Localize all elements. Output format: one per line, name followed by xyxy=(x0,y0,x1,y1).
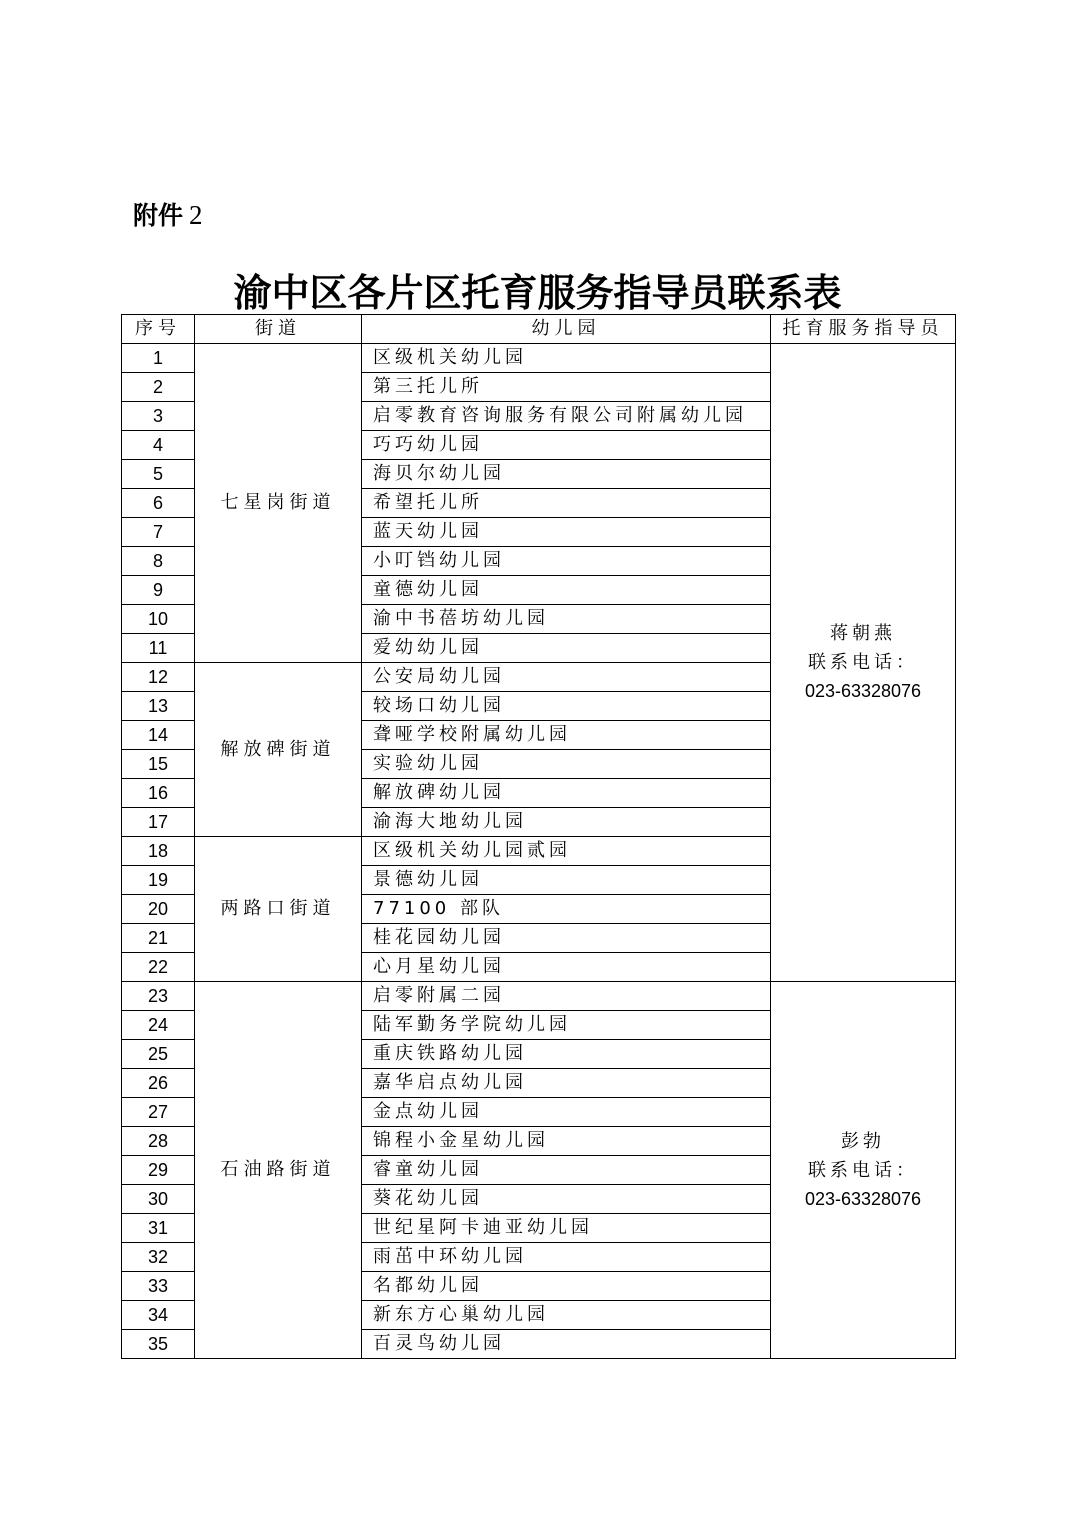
row-seq: 9 xyxy=(122,576,195,605)
row-seq: 22 xyxy=(122,953,195,982)
kindergarten-name: 希望托儿所 xyxy=(362,489,771,518)
kindergarten-name: 小叮铛幼儿园 xyxy=(362,547,771,576)
row-seq: 31 xyxy=(122,1214,195,1243)
row-seq: 16 xyxy=(122,779,195,808)
guide-cell xyxy=(771,982,956,1359)
attachment-text: 附件 xyxy=(133,201,184,230)
row-seq: 33 xyxy=(122,1272,195,1301)
row-seq: 14 xyxy=(122,721,195,750)
kindergarten-name: 百灵鸟幼儿园 xyxy=(362,1330,771,1359)
row-seq: 21 xyxy=(122,924,195,953)
row-seq: 15 xyxy=(122,750,195,779)
row-seq: 10 xyxy=(122,605,195,634)
row-seq: 19 xyxy=(122,866,195,895)
kindergarten-name: 渝海大地幼儿园 xyxy=(362,808,771,837)
street-cell: 石油路街道 xyxy=(195,982,362,1359)
guide-phone: 023-63328076 xyxy=(804,1188,922,1209)
row-seq: 32 xyxy=(122,1243,195,1272)
table-header-row xyxy=(122,315,956,344)
kindergarten-name: 实验幼儿园 xyxy=(362,750,771,779)
row-seq: 4 xyxy=(122,431,195,460)
row-seq: 13 xyxy=(122,692,195,721)
header-guide: 托育服务指导员 xyxy=(771,315,956,344)
row-seq: 26 xyxy=(122,1069,195,1098)
attachment-label xyxy=(133,196,203,232)
row-seq: 1 xyxy=(122,344,195,373)
kindergarten-name: 景德幼儿园 xyxy=(362,866,771,895)
table-body xyxy=(122,344,956,1359)
guide-name: 蒋朝燕 xyxy=(830,623,896,644)
kindergarten-name: 桂花园幼儿园 xyxy=(362,924,771,953)
kindergarten-name: 陆军勤务学院幼儿园 xyxy=(362,1011,771,1040)
kindergarten-name: 睿童幼儿园 xyxy=(362,1156,771,1185)
guide-phone-label: 联系电话： xyxy=(808,1159,918,1181)
contact-table xyxy=(121,314,956,1359)
kindergarten-name: 新东方心巢幼儿园 xyxy=(362,1301,771,1330)
row-seq: 12 xyxy=(122,663,195,692)
row-seq: 24 xyxy=(122,1011,195,1040)
street-cell: 七星岗街道 xyxy=(195,344,362,663)
kindergarten-name: 童德幼儿园 xyxy=(362,576,771,605)
kindergarten-name: 嘉华启点幼儿园 xyxy=(362,1069,771,1098)
guide-cell xyxy=(771,344,956,982)
row-seq: 2 xyxy=(122,373,195,402)
header-seq: 序号 xyxy=(122,315,195,344)
kindergarten-name: 区级机关幼儿园贰园 xyxy=(362,837,771,866)
row-seq: 29 xyxy=(122,1156,195,1185)
row-seq: 35 xyxy=(122,1330,195,1359)
kindergarten-name: 心月星幼儿园 xyxy=(362,953,771,982)
kindergarten-name: 世纪星阿卡迪亚幼儿园 xyxy=(362,1214,771,1243)
row-seq: 3 xyxy=(122,402,195,431)
row-seq: 34 xyxy=(122,1301,195,1330)
kindergarten-name: 爱幼幼儿园 xyxy=(362,634,771,663)
kindergarten-name: 雨茁中环幼儿园 xyxy=(362,1243,771,1272)
row-seq: 20 xyxy=(122,895,195,924)
row-seq: 8 xyxy=(122,547,195,576)
kindergarten-name: 解放碑幼儿园 xyxy=(362,779,771,808)
table-row xyxy=(122,982,956,1011)
kindergarten-name: 77100 部队 xyxy=(362,895,771,924)
row-seq: 11 xyxy=(122,634,195,663)
kindergarten-name: 渝中书蓓坊幼儿园 xyxy=(362,605,771,634)
kindergarten-name: 重庆铁路幼儿园 xyxy=(362,1040,771,1069)
page-title: 渝中区各片区托育服务指导员联系表 xyxy=(233,270,842,315)
kindergarten-name: 巧巧幼儿园 xyxy=(362,431,771,460)
kindergarten-name: 较场口幼儿园 xyxy=(362,692,771,721)
kindergarten-name: 名都幼儿园 xyxy=(362,1272,771,1301)
kindergarten-name: 启零教育咨询服务有限公司附属幼儿园 xyxy=(362,402,771,431)
row-seq: 23 xyxy=(122,982,195,1011)
row-seq: 18 xyxy=(122,837,195,866)
row-seq: 6 xyxy=(122,489,195,518)
guide-phone: 023-63328076 xyxy=(804,681,922,701)
header-street: 街道 xyxy=(195,315,362,344)
row-seq: 25 xyxy=(122,1040,195,1069)
street-cell: 解放碑街道 xyxy=(195,663,362,837)
kindergarten-name: 公安局幼儿园 xyxy=(362,663,771,692)
guide-phone-label: 联系电话： xyxy=(808,652,918,673)
kindergarten-name: 第三托儿所 xyxy=(362,373,771,402)
street-cell: 两路口街道 xyxy=(195,837,362,982)
row-seq: 17 xyxy=(122,808,195,837)
attachment-number: 2 xyxy=(189,200,203,230)
row-seq: 30 xyxy=(122,1185,195,1214)
kindergarten-name: 启零附属二园 xyxy=(362,982,771,1011)
row-seq: 27 xyxy=(122,1098,195,1127)
kindergarten-name: 蓝天幼儿园 xyxy=(362,518,771,547)
kindergarten-name: 锦程小金星幼儿园 xyxy=(362,1127,771,1156)
kindergarten-name: 海贝尔幼儿园 xyxy=(362,460,771,489)
kindergarten-name: 聋哑学校附属幼儿园 xyxy=(362,721,771,750)
row-seq: 28 xyxy=(122,1127,195,1156)
kindergarten-name: 区级机关幼儿园 xyxy=(362,344,771,373)
kindergarten-name: 葵花幼儿园 xyxy=(362,1185,771,1214)
table-row xyxy=(122,344,956,373)
header-kindergarten: 幼儿园 xyxy=(362,315,771,344)
guide-name: 彭勃 xyxy=(841,1130,885,1152)
kindergarten-name: 金点幼儿园 xyxy=(362,1098,771,1127)
row-seq: 5 xyxy=(122,460,195,489)
row-seq: 7 xyxy=(122,518,195,547)
